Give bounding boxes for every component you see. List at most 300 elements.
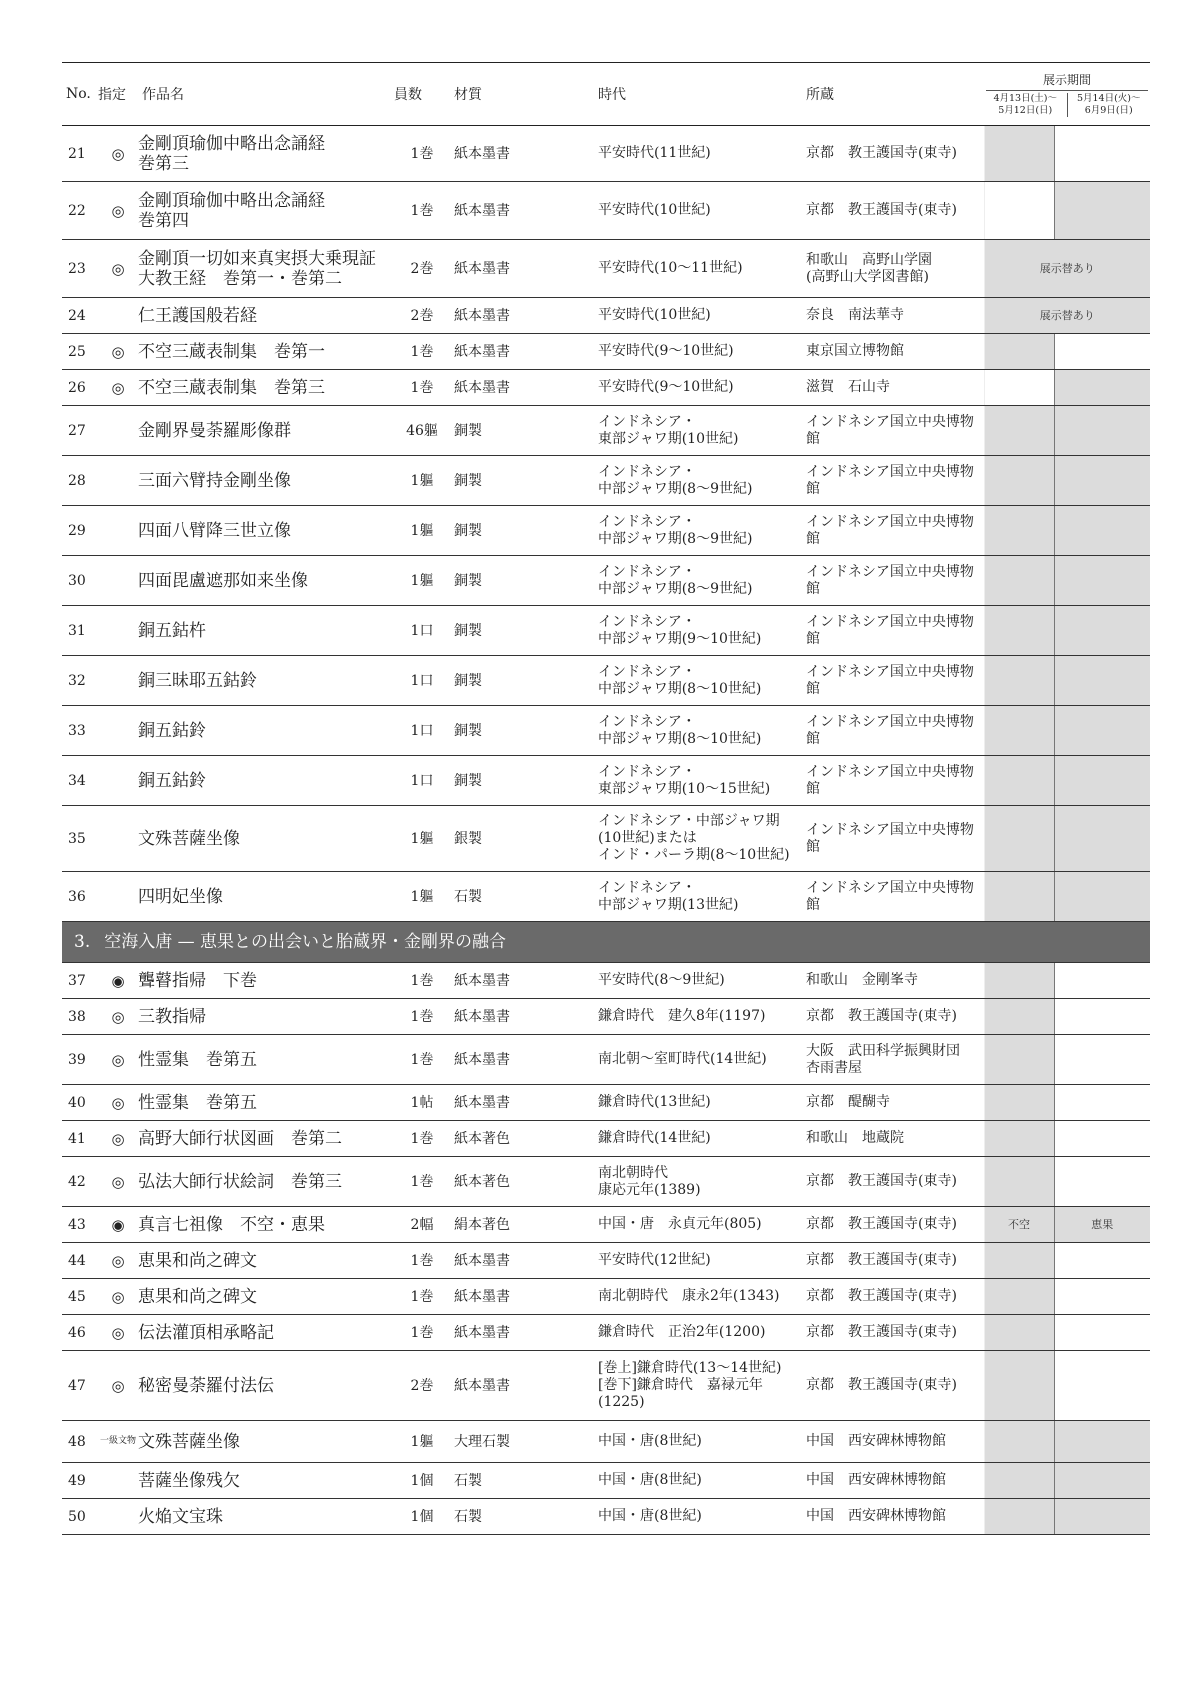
item-number: 26 — [62, 370, 98, 406]
exhibit-period-2 — [1054, 334, 1150, 370]
item-collection — [806, 1463, 984, 1499]
exhibit-period-2 — [1054, 606, 1150, 656]
item-era — [598, 456, 806, 506]
exhibit-period-2 — [1054, 999, 1150, 1035]
item-title — [138, 656, 394, 706]
item-material: 紙本墨書 — [450, 963, 598, 999]
item-era-line: インドネシア・中部ジャワ期 — [598, 813, 780, 829]
item-title-line: 金剛頂瑜伽中略出念誦経 — [138, 133, 325, 154]
exhibit-period-2 — [1054, 406, 1150, 456]
item-collection-line: 杏雨書屋 — [806, 1059, 862, 1076]
item-era-line: 中部ジャワ期(13世紀) — [598, 896, 739, 913]
item-count: 46軀 — [394, 406, 450, 456]
designation-mark: ◎ — [98, 334, 138, 370]
item-era — [598, 1315, 806, 1351]
item-collection — [806, 334, 984, 370]
item-era — [598, 370, 806, 406]
item-collection — [806, 1315, 984, 1351]
item-material: 紙本墨書 — [450, 126, 598, 182]
item-era-line: (10世紀)または — [598, 830, 697, 846]
item-material: 大理石製 — [450, 1421, 598, 1463]
designation-mark: ◎ — [98, 126, 138, 182]
item-count: 2巻 — [394, 1351, 450, 1421]
item-title — [138, 334, 394, 370]
item-era-line: 中国・唐(8世紀) — [598, 1472, 702, 1488]
item-era — [598, 556, 806, 606]
item-title-line: 大教王経 巻第一・巻第二 — [138, 268, 342, 289]
item-title-line: 文殊菩薩坐像 — [138, 1431, 240, 1452]
item-material: 紙本墨書 — [450, 999, 598, 1035]
item-count: 1口 — [394, 606, 450, 656]
item-title — [138, 606, 394, 656]
designation-mark: ◎ — [98, 182, 138, 240]
exhibit-period-2 — [1054, 1035, 1150, 1085]
item-title-line: 巻第三 — [138, 153, 189, 174]
exhibit-period-2 — [1054, 1121, 1150, 1157]
item-number: 29 — [62, 506, 98, 556]
item-material: 銅製 — [450, 756, 598, 806]
item-era — [598, 1463, 806, 1499]
table-row — [62, 182, 1150, 240]
item-collection — [806, 126, 984, 182]
item-era — [598, 1499, 806, 1535]
item-title — [138, 1463, 394, 1499]
item-material: 紙本著色 — [450, 1121, 598, 1157]
item-collection-line: インドネシア国立中央博物館 — [806, 513, 974, 547]
item-collection-line: 奈良 南法華寺 — [806, 307, 904, 323]
item-count: 1巻 — [394, 1243, 450, 1279]
item-title-line: 高野大師行状図画 巻第二 — [138, 1128, 342, 1149]
item-era-line: 鎌倉時代(13世紀) — [598, 1094, 711, 1110]
item-era-line: 平安時代(10世紀) — [598, 202, 711, 218]
exhibit-period-2 — [1054, 182, 1150, 240]
designation-mark: ◎ — [98, 999, 138, 1035]
exhibit-period-1 — [984, 999, 1054, 1035]
item-title-line: 聾瞽指帰 下巻 — [138, 970, 257, 991]
item-collection — [806, 1243, 984, 1279]
item-era-line: 平安時代(9～10世紀) — [598, 379, 734, 395]
exhibit-period-1 — [984, 456, 1054, 506]
exhibit-period-2 — [1054, 456, 1150, 506]
exhibit-period-2 — [1054, 756, 1150, 806]
item-collection-line: 京都 教王護国寺(東寺) — [806, 1288, 957, 1304]
designation-mark — [98, 806, 138, 872]
designation-mark: ◎ — [98, 240, 138, 298]
item-collection — [806, 406, 984, 456]
item-collection-line: 和歌山 地蔵院 — [806, 1130, 904, 1146]
item-count: 1個 — [394, 1463, 450, 1499]
item-number: 38 — [62, 999, 98, 1035]
designation-mark: ◉ — [98, 1207, 138, 1243]
section-body — [62, 922, 1150, 963]
exhibit-period-2 — [1054, 370, 1150, 406]
item-title — [138, 126, 394, 182]
designation-mark: 一級文物 — [98, 1421, 138, 1463]
table-row — [62, 126, 1150, 182]
item-era — [598, 126, 806, 182]
item-collection-line: 京都 教王護国寺(東寺) — [806, 1377, 957, 1393]
item-title-line: 銅五鈷鈴 — [138, 770, 206, 791]
item-title-line: 銅三昧耶五鈷鈴 — [138, 670, 257, 691]
item-title — [138, 556, 394, 606]
item-material: 紙本墨書 — [450, 1351, 598, 1421]
item-title-line: 秘密曼荼羅付法伝 — [138, 1375, 274, 1396]
item-title-line: 恵果和尚之碑文 — [138, 1286, 257, 1307]
item-collection — [806, 806, 984, 872]
exhibit-period-1 — [984, 1279, 1054, 1315]
item-era-line: 東部ジャワ期(10世紀) — [598, 430, 739, 447]
item-collection-line: インドネシア国立中央博物館 — [806, 663, 974, 697]
item-number: 30 — [62, 556, 98, 606]
exhibit-period-1 — [984, 606, 1054, 656]
item-collection-line: 和歌山 金剛峯寺 — [806, 972, 918, 988]
item-number: 49 — [62, 1463, 98, 1499]
item-era — [598, 756, 806, 806]
item-collection-line: インドネシア国立中央博物館 — [806, 713, 974, 747]
table-row — [62, 1085, 1150, 1121]
exhibit-period-2 — [1054, 1315, 1150, 1351]
item-title — [138, 1207, 394, 1243]
item-collection — [806, 706, 984, 756]
table-row — [62, 1121, 1150, 1157]
item-era-line: 平安時代(8～9世紀) — [598, 972, 725, 988]
item-number: 50 — [62, 1499, 98, 1535]
item-collection — [806, 656, 984, 706]
item-collection-line: (高野山大学図書館) — [806, 268, 929, 285]
table-row — [62, 999, 1150, 1035]
item-title — [138, 872, 394, 922]
table-row — [62, 1315, 1150, 1351]
item-count: 1巻 — [394, 963, 450, 999]
item-title-line: 菩薩坐像残欠 — [138, 1470, 240, 1491]
exhibit-period-1 — [984, 1499, 1054, 1535]
item-title — [138, 1085, 394, 1121]
item-collection-line: 滋賀 石山寺 — [806, 379, 890, 395]
item-count: 1軀 — [394, 872, 450, 922]
item-material: 石製 — [450, 872, 598, 922]
item-count: 1巻 — [394, 1157, 450, 1207]
table-row — [62, 406, 1150, 456]
item-count: 1巻 — [394, 1315, 450, 1351]
item-collection — [806, 756, 984, 806]
exhibit-period-2 — [1054, 126, 1150, 182]
item-collection-line: 中国 西安碑林博物館 — [806, 1508, 946, 1524]
item-title-line: 恵果和尚之碑文 — [138, 1250, 257, 1271]
item-collection — [806, 1085, 984, 1121]
exhibit-period-1 — [984, 1157, 1054, 1207]
item-title — [138, 298, 394, 334]
header-no: No. — [62, 63, 98, 126]
exhibit-period-1 — [984, 963, 1054, 999]
designation-mark — [98, 556, 138, 606]
item-title — [138, 1499, 394, 1535]
item-title — [138, 1351, 394, 1421]
table-row — [62, 963, 1150, 999]
item-title-line: 伝法灌頂相承略記 — [138, 1322, 274, 1343]
table-row — [62, 1243, 1150, 1279]
item-era-line: インドネシア・ — [598, 763, 696, 780]
item-era — [598, 656, 806, 706]
item-title-line: 銅五鈷鈴 — [138, 720, 206, 741]
period-2-end: 6月9日(日) — [1084, 105, 1133, 116]
designation-mark: ◎ — [98, 1035, 138, 1085]
exhibit-period-2 — [1054, 1157, 1150, 1207]
item-material: 紙本墨書 — [450, 1279, 598, 1315]
table-row — [62, 240, 1150, 298]
item-count: 1口 — [394, 706, 450, 756]
item-era — [598, 1421, 806, 1463]
item-era-line: [巻上]鎌倉時代(13～14世紀) — [598, 1360, 782, 1376]
item-number: 21 — [62, 126, 98, 182]
item-material: 紙本墨書 — [450, 1315, 598, 1351]
item-title-line: 四明妃坐像 — [138, 886, 223, 907]
item-era-line: 中部ジャワ期(8～9世紀) — [598, 480, 753, 497]
item-title — [138, 963, 394, 999]
item-era-line: 東部ジャワ期(10～15世紀) — [598, 780, 771, 797]
table-row — [62, 606, 1150, 656]
designation-mark — [98, 1463, 138, 1499]
item-title — [138, 240, 394, 298]
item-material: 銅製 — [450, 506, 598, 556]
item-material: 銅製 — [450, 706, 598, 756]
designation-mark — [98, 1499, 138, 1535]
item-count: 1巻 — [394, 182, 450, 240]
table-row — [62, 806, 1150, 872]
period-1-end: 5月12日(日) — [998, 105, 1053, 116]
item-count: 1巻 — [394, 999, 450, 1035]
designation-mark: ◉ — [98, 963, 138, 999]
exhibit-period-1 — [984, 1463, 1054, 1499]
item-era — [598, 1243, 806, 1279]
exhibit-period-2 — [1054, 806, 1150, 872]
designation-mark — [98, 298, 138, 334]
exhibit-period-1: 不空 — [984, 1207, 1054, 1243]
item-collection — [806, 963, 984, 999]
item-collection — [806, 506, 984, 556]
item-count: 1巻 — [394, 126, 450, 182]
item-title — [138, 406, 394, 456]
designation-mark — [98, 406, 138, 456]
exhibit-period-1 — [984, 656, 1054, 706]
item-era-line: 平安時代(9～10世紀) — [598, 343, 734, 359]
item-title — [138, 756, 394, 806]
period-1-start: 4月13日(土)～ — [993, 93, 1058, 104]
item-collection — [806, 370, 984, 406]
item-number: 48 — [62, 1421, 98, 1463]
table-row — [62, 1421, 1150, 1463]
item-title-line: 不空三蔵表制集 巻第三 — [138, 377, 325, 398]
item-title-line: 金剛頂瑜伽中略出念誦経 — [138, 190, 325, 211]
item-count: 2巻 — [394, 298, 450, 334]
item-material: 紙本墨書 — [450, 240, 598, 298]
item-number: 33 — [62, 706, 98, 756]
item-era-line: インドネシア・ — [598, 513, 696, 530]
item-number: 32 — [62, 656, 98, 706]
item-collection — [806, 298, 984, 334]
item-collection-line: 和歌山 高野山学園 — [806, 251, 932, 268]
item-era-line: 平安時代(12世紀) — [598, 1252, 711, 1268]
item-number: 39 — [62, 1035, 98, 1085]
item-title — [138, 1243, 394, 1279]
exhibit-period-2 — [1054, 1463, 1150, 1499]
item-collection — [806, 182, 984, 240]
item-material: 紙本墨書 — [450, 298, 598, 334]
header-row — [62, 63, 1150, 126]
item-era-line: 平安時代(10世紀) — [598, 307, 711, 323]
header-count: 員数 — [394, 63, 450, 126]
item-title-line: 性霊集 巻第五 — [138, 1049, 257, 1070]
item-title-line: 巻第四 — [138, 210, 189, 231]
item-era — [598, 1157, 806, 1207]
item-count: 1軀 — [394, 456, 450, 506]
item-era-line: インドネシア・ — [598, 713, 696, 730]
exhibit-table — [62, 62, 1150, 1535]
item-count: 1口 — [394, 756, 450, 806]
exhibit-period-2 — [1054, 1085, 1150, 1121]
item-count: 1軀 — [394, 506, 450, 556]
exhibit-period-1 — [984, 370, 1054, 406]
item-era-line: 中部ジャワ期(8～10世紀) — [598, 730, 762, 747]
item-collection — [806, 999, 984, 1035]
item-era-line: インドネシア・ — [598, 463, 696, 480]
item-count: 1軀 — [394, 806, 450, 872]
item-collection — [806, 240, 984, 298]
exhibit-period-both: 展示替あり — [984, 298, 1150, 334]
table-row — [62, 1207, 1150, 1243]
item-era — [598, 298, 806, 334]
item-era-line: インドネシア・ — [598, 879, 696, 896]
exhibit-period-1 — [984, 872, 1054, 922]
item-title-line: 四面八臂降三世立像 — [138, 520, 291, 541]
item-count: 1巻 — [394, 1279, 450, 1315]
item-material: 銅製 — [450, 456, 598, 506]
table-row — [62, 872, 1150, 922]
header-material: 材質 — [450, 63, 598, 126]
table-body-part-1 — [62, 126, 1150, 922]
item-number: 35 — [62, 806, 98, 872]
item-title-line: 不空三蔵表制集 巻第一 — [138, 341, 325, 362]
item-era-line: 南北朝～室町時代(14世紀) — [598, 1051, 767, 1067]
table-row — [62, 1035, 1150, 1085]
section-number: 3. — [74, 932, 91, 952]
item-era — [598, 806, 806, 872]
item-collection-line: 大阪 武田科学振興財団 — [806, 1042, 960, 1059]
item-material: 銅製 — [450, 656, 598, 706]
item-material: 銅製 — [450, 606, 598, 656]
table-row — [62, 1463, 1150, 1499]
exhibit-period-1 — [984, 182, 1054, 240]
item-title-line: 金剛界曼荼羅彫像群 — [138, 420, 291, 441]
exhibit-period-2 — [1054, 556, 1150, 606]
item-collection-line: 京都 教王護国寺(東寺) — [806, 1173, 957, 1189]
item-era — [598, 872, 806, 922]
item-collection-line: 京都 教王護国寺(東寺) — [806, 1252, 957, 1268]
item-material: 絹本著色 — [450, 1207, 598, 1243]
exhibit-period-1 — [984, 1035, 1054, 1085]
item-title-line: 三面六臂持金剛坐像 — [138, 470, 291, 491]
exhibit-period-1 — [984, 506, 1054, 556]
table-row — [62, 656, 1150, 706]
exhibit-period-2 — [1054, 656, 1150, 706]
designation-mark: ◎ — [98, 1315, 138, 1351]
item-era-line: 鎌倉時代 正治2年(1200) — [598, 1324, 766, 1340]
item-era-line: 中国・唐(8世紀) — [598, 1508, 702, 1524]
item-collection — [806, 606, 984, 656]
item-era — [598, 706, 806, 756]
item-title — [138, 999, 394, 1035]
item-era-line: インドネシア・ — [598, 613, 696, 630]
item-material: 銀製 — [450, 806, 598, 872]
item-era — [598, 1035, 806, 1085]
table-row — [62, 298, 1150, 334]
item-title — [138, 806, 394, 872]
exhibit-period-2 — [1054, 1243, 1150, 1279]
item-title — [138, 1315, 394, 1351]
item-title — [138, 1121, 394, 1157]
table-row — [62, 370, 1150, 406]
item-collection-line: 京都 教王護国寺(東寺) — [806, 145, 957, 161]
item-number: 24 — [62, 298, 98, 334]
item-number: 43 — [62, 1207, 98, 1243]
header-collection: 所蔵 — [806, 63, 984, 126]
item-era — [598, 406, 806, 456]
item-collection — [806, 556, 984, 606]
item-era-line: 鎌倉時代(14世紀) — [598, 1130, 711, 1146]
item-title-line: 火焔文宝珠 — [138, 1506, 223, 1527]
item-collection-line: インドネシア国立中央博物館 — [806, 613, 974, 647]
item-number: 23 — [62, 240, 98, 298]
item-era-line: 中国・唐 永貞元年(805) — [598, 1216, 762, 1232]
table-row — [62, 506, 1150, 556]
period-2-start: 5月14日(火)～ — [1076, 93, 1141, 104]
item-count: 1軀 — [394, 1421, 450, 1463]
item-era-line: インド・パーラ期(8～10世紀) — [598, 847, 790, 863]
item-number: 47 — [62, 1351, 98, 1421]
item-collection-line: 京都 醍醐寺 — [806, 1094, 890, 1110]
item-number: 45 — [62, 1279, 98, 1315]
item-collection — [806, 1351, 984, 1421]
item-title-line: 銅五鈷杵 — [138, 620, 206, 641]
item-count: 1口 — [394, 656, 450, 706]
item-material: 紙本墨書 — [450, 1243, 598, 1279]
item-title — [138, 456, 394, 506]
item-material: 銅製 — [450, 406, 598, 456]
exhibit-period-2 — [1054, 1499, 1150, 1535]
designation-mark: ◎ — [98, 1157, 138, 1207]
section-header — [62, 922, 1150, 963]
designation-mark — [98, 656, 138, 706]
item-material: 紙本墨書 — [450, 1035, 598, 1085]
item-number: 22 — [62, 182, 98, 240]
exhibit-list-sheet — [62, 62, 1150, 1535]
designation-mark — [98, 706, 138, 756]
item-count: 1軀 — [394, 556, 450, 606]
exhibit-period-2 — [1054, 963, 1150, 999]
designation-mark — [98, 872, 138, 922]
item-era — [598, 334, 806, 370]
item-era-line: (1225) — [598, 1394, 645, 1410]
item-number: 41 — [62, 1121, 98, 1157]
item-era-line: 中部ジャワ期(9～10世紀) — [598, 630, 762, 647]
item-era — [598, 1121, 806, 1157]
item-collection-line: 京都 教王護国寺(東寺) — [806, 1008, 957, 1024]
item-title-line: 弘法大師行状絵詞 巻第三 — [138, 1171, 342, 1192]
item-count: 2幅 — [394, 1207, 450, 1243]
period-title: 展示期間 — [986, 71, 1148, 91]
designation-mark: ◎ — [98, 1085, 138, 1121]
designation-mark — [98, 456, 138, 506]
item-title — [138, 370, 394, 406]
